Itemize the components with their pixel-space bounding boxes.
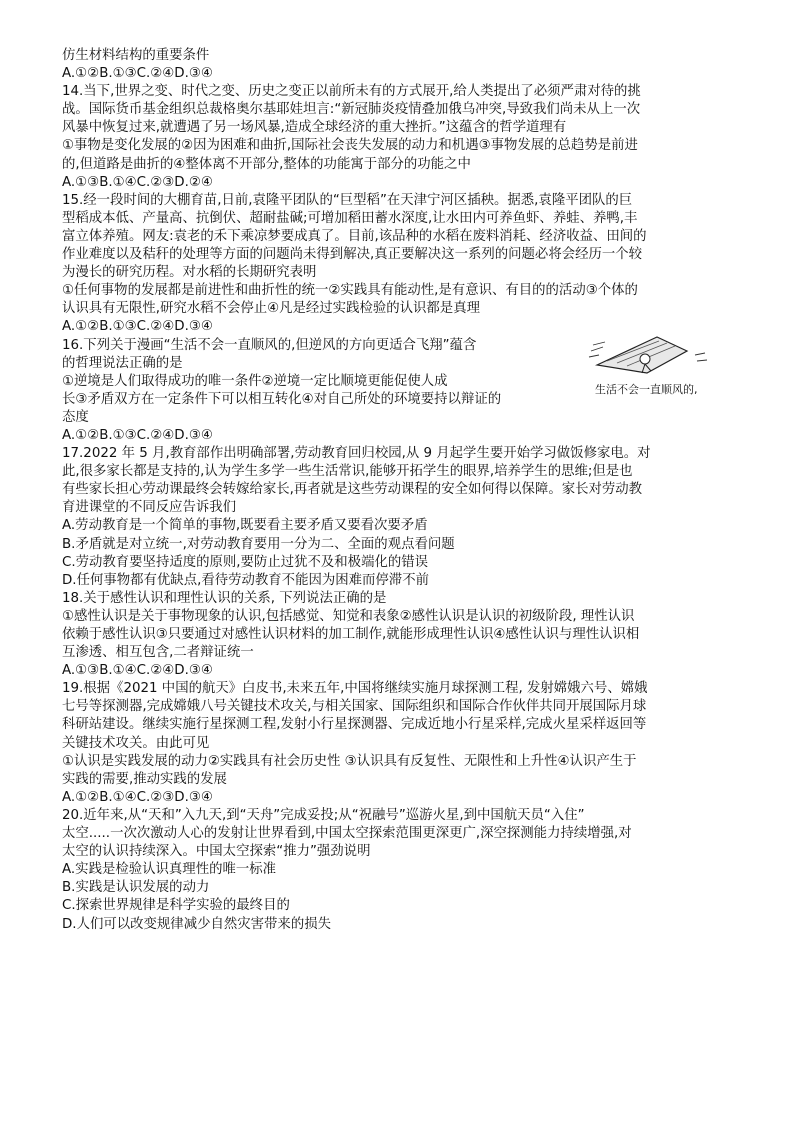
q16-stem: 的哲理说法正确的是 (62, 355, 183, 371)
q14-items: ①事物是变化发展的②因为困难和曲折,国际社会丧失发展的动力和机遇③事物发展的总趋势是前进 (62, 138, 638, 154)
question-13-tail (62, 47, 752, 83)
q16-items: ①逆境是人们取得成功的唯一条件②逆境一定比顺境更能促使人成 (62, 373, 448, 389)
q14-options: A.①③B.①④C.②③D.②④ (62, 174, 213, 190)
q17-option-b: B.矛盾就是对立统一,对劳动教育要用一分为二、全面的观点看问题 (62, 536, 455, 552)
q18-options: A.①③B.①④C.②④D.③④ (62, 663, 213, 679)
question-20 (62, 807, 752, 934)
exam-page (62, 47, 752, 934)
q14-stem: 战。国际货币基金组织总裁格奥尔基耶娃坦言:“新冠肺炎疫情叠加俄乌冲突,导致我们尚未从上一次 (62, 102, 641, 118)
q13-options: A.①②B.①③C.②④D.③④ (62, 66, 213, 82)
q14-stem: 14.当下,世界之变、时代之变、历史之变正以前所未有的方式展开,给人类提出了必须严肃对待的挑 (62, 84, 641, 100)
q15-stem: 为漫长的研究历程。对水稻的长期研究表明 (62, 265, 317, 281)
q20-stem: 太空.....一次次激动人心的发射让世界看到,中国太空探索范围更深更广,深空探测能力持续增强,对 (62, 826, 632, 842)
q17-option-d: D.任何事物都有优缺点,看待劳动教育不能因为困难而停滞不前 (62, 572, 429, 588)
q20-option-a: A.实践是检验认识真理性的唯一标准 (62, 862, 277, 878)
comic-caption: 生活不会一直顺风的, (595, 382, 698, 396)
q15-items: ①任何事物的发展都是前进性和曲折性的统一②实践具有能动性,是有意识、有目的的活动③个体的 (62, 283, 638, 299)
q15-options: A.①②B.①③C.②④D.③④ (62, 319, 213, 335)
q15-items: 认识具有无限性,研究水稻不会停止④凡是经过实践检验的认识都是真理 (62, 301, 480, 317)
q20-option-b: B.实践是认识发展的动力 (62, 880, 210, 896)
question-18 (62, 590, 752, 680)
q16-options: A.①②B.①③C.②④D.③④ (62, 427, 213, 443)
question-16 (62, 337, 752, 446)
q17-stem: 有些家长担心劳动课最终会转嫁给家长,再者就是这些劳动课程的安全如何得以保障。家长对劳动教 (62, 482, 643, 498)
q15-stem: 型稻成本低、产量高、抗倒伏、超耐盐碱;可增加稻田蓄水深度,让水田内可养鱼虾、养蛙、养鸭,丰 (62, 210, 638, 226)
q15-stem: 富立体养殖。网友:袁老的禾下乘凉梦要成真了。目前,该品种的水稻在废料消耗、经济收益、田间的 (62, 228, 647, 244)
question-14 (62, 83, 752, 192)
q14-items: 的,但道路是曲折的④整体离不开部分,整体的功能寓于部分的功能之中 (62, 156, 471, 172)
question-19 (62, 680, 752, 807)
q16-stem: 16.下列关于漫画“生活不会一直顺风的,但逆风的方向更适合飞翔”蕴含 (62, 337, 477, 353)
q20-stem: 太空的认识持续深入。中国太空探索“推力”强劲说明 (62, 844, 371, 860)
q19-options: A.①②B.①④C.②③D.③④ (62, 789, 213, 805)
q20-stem: 20.近年来,从“天和”入九天,到“天舟”完成妥投;从“祝融号”巡游火星,到中国航天员“入住” (62, 807, 585, 823)
q19-stem: 关键技术攻关。由此可见 (62, 735, 210, 751)
q20-option-d: D.人们可以改变规律减少自然灾害带来的损失 (62, 916, 331, 932)
q19-stem: 19.根据《2021 中国的航天》白皮书,未来五年,中国将继续实施月球探测工程, 发射嫦娥六号、嫦娥 (62, 681, 648, 697)
q17-option-a: A.劳动教育是一个简单的事物,既要看主要矛盾又要看次要矛盾 (62, 518, 428, 534)
q18-stem: 18.关于感性认识和理性认识的关系, 下列说法正确的是 (62, 590, 387, 606)
q13-stem-tail: 仿生材料结构的重要条件 (62, 48, 210, 63)
q14-stem: 风暴中恢复过来,就遭遇了另一场风暴,造成全球经济的重大挫折。”这蕴含的哲学道理有 (62, 120, 567, 136)
q20-option-c: C.探索世界规律是科学实验的最终目的 (62, 898, 290, 914)
comic-illustration (587, 333, 752, 403)
q19-stem: 七号等探测器,完成嫦娥八号关键技术攻关,与相关国家、国际组织和国际合作伙伴共同开展国际月球 (62, 699, 647, 715)
q16-items: 态度 (62, 409, 89, 425)
q18-items: ①感性认识是关于事物现象的认识,包括感觉、知觉和表象②感性认识是认识的初级阶段, 理性认识 (62, 608, 635, 624)
q15-stem: 15.经一段时间的大棚育苗,日前,袁隆平团队的“巨型稻”在天津宁河区插秧。据悉,袁隆平团队的巨 (62, 192, 633, 208)
q17-stem: 此,很多家长都是支持的,认为学生多学一些生活常识,能够开拓学生的眼界,培养学生的思维;但是也 (62, 464, 633, 480)
q19-stem: 科研站建设。继续实施行星探测工程,发射小行星探测器、完成近地小行星采样,完成火星采样返回等 (62, 717, 647, 733)
q19-items: 实践的需要,推动实践的发展 (62, 771, 227, 787)
question-17 (62, 445, 752, 590)
question-15 (62, 192, 752, 337)
q17-option-c: C.劳动教育要坚持适度的原则,要防止过犹不及和极端化的错误 (62, 554, 429, 570)
hang-glider-image (587, 333, 752, 383)
q16-items: 长③矛盾双方在一定条件下可以相互转化④对自己所处的环境要持以辩证的 (62, 391, 502, 407)
q17-stem: 育进课堂的不同反应告诉我们 (62, 500, 237, 516)
q17-stem: 17.2022 年 5 月,教育部作出明确部署,劳动教育回归校园,从 9 月起学生要开始学习做饭修家电。对 (62, 446, 651, 462)
q15-stem: 作业难度以及秸秆的处理等方面的问题尚未得到解决,真正要解决这一系列的问题必将会经历一个较 (62, 247, 643, 263)
q18-items: 互渗透、相互包含,二者辩证统一 (62, 645, 254, 661)
q19-items: ①认识是实践发展的动力②实践具有社会历史性 ③认识具有反复性、无限性和上升性④认识产生于 (62, 753, 637, 769)
q18-items: 依赖于感性认识③只要通过对感性认识材料的加工制作,就能形成理性认识④感性认识与理性认识相 (62, 627, 640, 642)
